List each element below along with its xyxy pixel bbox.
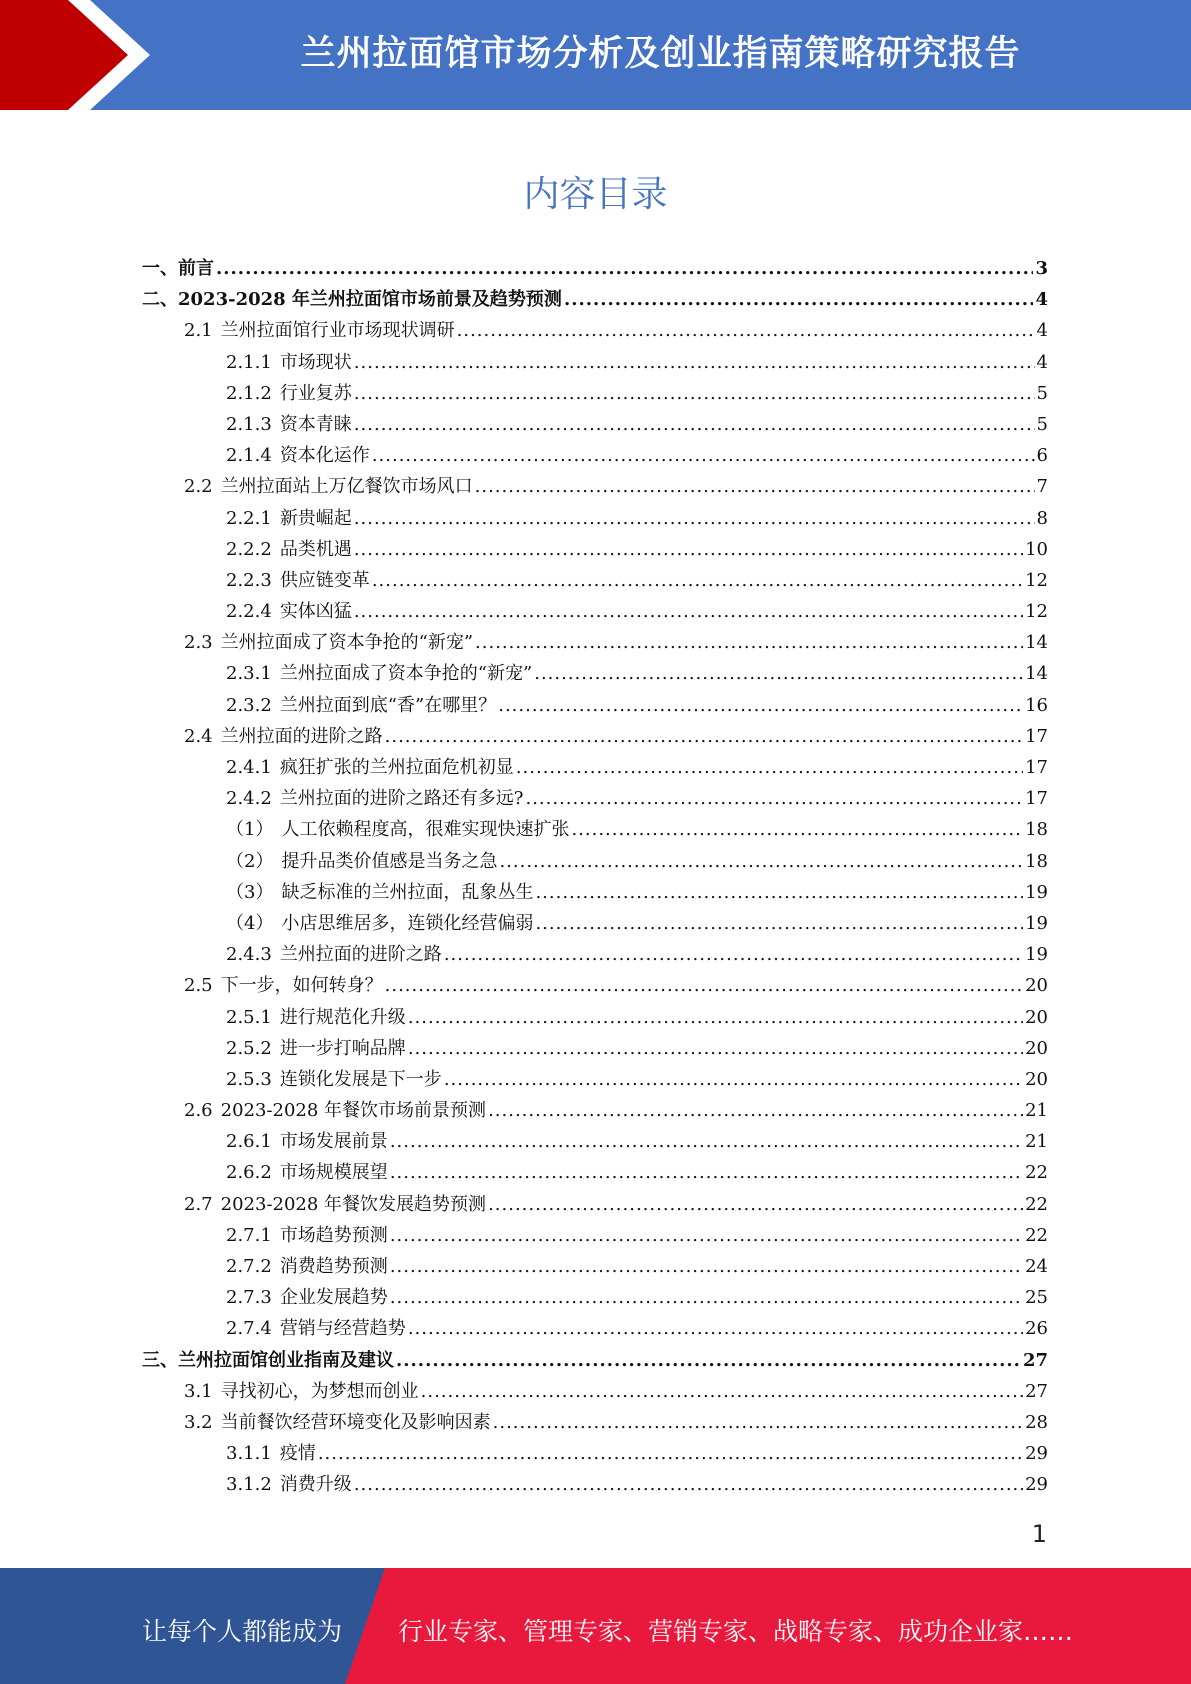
toc-dot-leader [390,1282,1023,1313]
toc-entry-number: 2.6.1 [226,1131,272,1153]
toc-dot-leader [372,440,1035,471]
toc-entry-page: 25 [1025,1287,1048,1309]
toc-entry-title: 兰州拉面站上万亿餐饮市场风口 [220,476,473,498]
toc-dot-leader [390,1220,1023,1251]
header-arrow-decoration [0,0,160,110]
toc-entry-page: 14 [1025,663,1048,685]
toc-entry-title: 市场发展前景 [279,1131,388,1153]
toc-entry[interactable] [142,939,1048,970]
toc-dot-leader [535,908,1023,939]
toc-dot-leader [571,814,1023,845]
toc-entry[interactable] [142,253,1048,284]
toc-dot-leader [457,315,1035,346]
toc-entry-title: 人工依赖程度高，很难实现快速扩张 [281,819,570,841]
page-number: 1 [1031,1520,1047,1548]
toc-entry-page: 18 [1025,850,1048,872]
toc-dot-leader [354,503,1035,534]
toc-entry-number: 2.5.3 [226,1068,272,1090]
toc-entry-title: 兰州拉面成了资本争抢的“新宠” [279,663,533,685]
toc-entry-title: 消费趋势预测 [279,1256,388,1277]
toc-entry-title: 新贵崛起 [279,507,352,529]
toc-entry-number: 2.5 [184,975,213,997]
toc-entry-number: 2.2.1 [226,507,272,529]
toc-dot-leader [354,378,1035,409]
toc-entry-page: 19 [1025,881,1048,903]
toc-entry-page: 8 [1036,507,1048,529]
toc-dot-leader [354,409,1035,440]
toc-entry[interactable] [142,1282,1048,1313]
toc-entry-page: 19 [1025,944,1048,966]
toc-entry-title: 2023-2028 年餐饮市场前景预测 [220,1100,487,1122]
toc-dot-leader [216,253,1033,284]
toc-entry-title: 供应链变革 [279,569,370,591]
toc-dot-leader [372,565,1023,596]
toc-entry-page: 14 [1025,632,1048,654]
toc-entry-number: 2.1.3 [226,413,272,435]
toc-dot-leader [354,1469,1023,1500]
toc-entry-page: 20 [1025,1006,1048,1028]
toc-entry[interactable] [142,1095,1048,1126]
toc-entry-number: （1） [226,819,274,841]
toc-entry-number: 2.2 [184,476,213,498]
toc-entry[interactable] [142,315,1048,346]
toc-entry[interactable] [142,658,1048,689]
toc-entry-number: （2） [226,850,274,872]
toc-entry[interactable] [142,534,1048,565]
toc-entry-title: 小店思维居多，连锁化经营偏弱 [281,912,534,934]
table-of-contents [142,253,1048,1501]
toc-entry[interactable] [142,378,1048,409]
toc-entry[interactable] [142,1002,1048,1033]
toc-entry[interactable] [142,1033,1048,1064]
toc-entry-number: 2.3.1 [226,663,272,685]
toc-entry[interactable] [142,1313,1048,1344]
toc-entry[interactable] [142,1126,1048,1157]
toc-dot-leader [385,721,1023,752]
toc-entry[interactable] [142,1345,1048,1376]
toc-entry-title: 当前餐饮经营环境变化及影响因素 [220,1411,491,1433]
toc-dot-leader [475,471,1035,502]
toc-dot-leader [534,658,1023,689]
page-footer [0,1568,1191,1684]
toc-entry[interactable] [142,721,1048,752]
toc-entry-page: 5 [1036,413,1048,435]
toc-entry[interactable] [142,1157,1048,1188]
toc-dot-leader [475,627,1023,658]
toc-entry-title: 兰州拉面成了资本争抢的“新宠” [220,632,474,654]
toc-entry-title: 前言 [178,258,214,279]
toc-entry-number: 2.2.3 [226,569,272,591]
toc-entry-title: 品类机遇 [279,538,352,560]
toc-entry-page: 28 [1025,1411,1048,1433]
toc-entry-number: 2.7.3 [226,1287,272,1309]
toc-entry-page: 5 [1036,382,1048,404]
toc-entry-number: 2.5.2 [226,1037,272,1059]
toc-entry-title: 兰州拉面到底“香”在哪里？ [279,694,497,716]
toc-entry[interactable] [142,1189,1048,1220]
toc-entry[interactable] [142,690,1048,721]
toc-entry-number: 3.2 [184,1411,213,1433]
toc-entry-page: 20 [1025,1068,1048,1090]
toc-entry-title: 2023-2028 年餐饮发展趋势预测 [220,1193,487,1215]
toc-entry-title: 兰州拉面馆创业指南及建议 [178,1349,394,1371]
toc-entry-title: 兰州拉面的进阶之路还有多远? [279,788,524,810]
toc-entry-number: 3.1.1 [226,1443,272,1465]
toc-entry[interactable] [142,908,1048,939]
toc-entry-page: 12 [1025,601,1048,623]
toc-entry-page: 26 [1025,1318,1048,1340]
toc-dot-leader [535,877,1023,908]
toc-entry[interactable] [142,783,1048,814]
toc-entry-title: 2023-2028 年兰州拉面馆市场前景及趋势预测 [178,289,562,311]
toc-entry-number: 2.3 [184,632,213,654]
toc-dot-leader [516,752,1023,783]
toc-dot-leader [318,1438,1023,1469]
toc-entry[interactable] [142,471,1048,502]
toc-entry-number: （3） [226,881,274,903]
toc-dot-leader [390,1126,1023,1157]
toc-entry-number: 3.1 [184,1380,213,1402]
toc-entry[interactable] [142,1376,1048,1407]
toc-entry-page: 20 [1025,975,1048,997]
toc-dot-leader [444,1064,1023,1095]
toc-entry[interactable] [142,1469,1048,1500]
report-title: 兰州拉面馆市场分析及创业指南策略研究报告 [300,34,1021,74]
toc-entry-page: 4 [1035,289,1048,311]
toc-entry-number: 2.4.1 [226,757,272,778]
toc-dot-leader [396,1345,1021,1376]
toc-entry-page: 6 [1036,445,1048,467]
toc-entry-number: 2.7.2 [226,1256,272,1277]
toc-entry-page: 27 [1025,1380,1048,1402]
toc-entry-page: 27 [1022,1349,1048,1371]
toc-entry-number: 2.5.1 [226,1006,272,1028]
toc-entry-title: 资本青睐 [279,413,352,435]
toc-entry[interactable] [142,440,1048,471]
toc-entry-page: 4 [1036,320,1048,342]
toc-dot-leader [408,1033,1023,1064]
toc-entry-title: 企业发展趋势 [279,1287,388,1309]
toc-dot-leader [390,1157,1023,1188]
toc-entry-number: 2.1.4 [226,445,272,467]
toc-dot-leader [499,846,1023,877]
toc-entry[interactable] [142,1438,1048,1469]
toc-entry[interactable] [142,1407,1048,1438]
toc-entry-title: 行业复苏 [279,382,352,404]
toc-dot-leader [493,1407,1023,1438]
toc-entry[interactable] [142,814,1048,845]
toc-entry-page: 17 [1025,725,1048,747]
toc-entry[interactable] [142,347,1048,378]
toc-entry-number: 2.1.2 [226,382,272,404]
toc-entry-page: 4 [1036,351,1048,373]
toc-dot-leader [488,1095,1023,1126]
toc-dot-leader [421,1376,1023,1407]
toc-entry-number: 三、 [142,1349,178,1371]
toc-entry-number: 2.4.3 [226,944,272,966]
toc-entry[interactable] [142,1064,1048,1095]
toc-entry-title: 进行规范化升级 [279,1006,406,1028]
toc-entry-title: 下一步，如何转身？ [220,975,383,997]
toc-entry-title: 疯狂扩张的兰州拉面危机初显 [279,757,514,778]
toc-dot-leader [354,596,1023,627]
toc-entry-number: 3.1.2 [226,1474,272,1496]
toc-dot-leader [498,690,1023,721]
page-header [0,0,1191,110]
toc-dot-leader [408,1002,1023,1033]
toc-entry[interactable] [142,409,1048,440]
toc-entry[interactable] [142,1220,1048,1251]
toc-entry-page: 16 [1025,694,1048,716]
toc-entry-title: 寻找初心，为梦想而创业 [220,1380,419,1402]
toc-entry-page: 22 [1025,1224,1048,1246]
toc-entry-title: 市场现状 [279,351,352,373]
toc-entry-number: 2.2.2 [226,538,272,560]
toc-entry-title: 兰州拉面的进阶之路 [279,944,442,966]
toc-dot-leader [488,1189,1023,1220]
toc-entry-title: 进一步打响品牌 [279,1037,406,1059]
toc-dot-leader [525,783,1023,814]
toc-entry-number: 2.2.4 [226,601,272,623]
toc-entry-number: 2.4 [184,725,213,747]
toc-entry[interactable] [142,877,1048,908]
toc-dot-leader [354,534,1023,565]
toc-entry-page: 29 [1025,1474,1048,1496]
toc-entry-page: 24 [1025,1256,1048,1277]
toc-entry-page: 19 [1025,912,1048,934]
toc-entry-number: 2.6.2 [226,1162,272,1184]
toc-entry-page: 21 [1025,1100,1048,1122]
toc-entry-number: 二、 [142,289,178,311]
toc-entry[interactable] [142,1251,1048,1282]
toc-entry-title: 连锁化发展是下一步 [279,1068,442,1090]
toc-entry-number: 2.7 [184,1193,213,1215]
toc-dot-leader [408,1313,1023,1344]
toc-entry-number: 2.1 [184,320,213,342]
toc-entry[interactable] [142,627,1048,658]
toc-entry-number: 2.1.1 [226,351,272,373]
toc-entry-number: 2.7.1 [226,1224,272,1246]
toc-heading: 内容目录 [523,174,668,215]
toc-entry-title: 兰州拉面馆行业市场现状调研 [220,320,455,342]
toc-dot-leader [444,939,1023,970]
toc-entry-title: 资本化运作 [279,445,370,467]
toc-entry-title: 市场趋势预测 [279,1224,388,1246]
toc-entry-number: 一、 [142,258,178,279]
toc-entry-title: 市场规模展望 [279,1162,388,1184]
toc-entry-title: 疫情 [279,1443,316,1465]
toc-entry-number: 2.3.2 [226,694,272,716]
toc-entry-title: 营销与经营趋势 [279,1318,406,1340]
toc-dot-leader [385,970,1023,1001]
toc-entry-title: 缺乏标准的兰州拉面，乱象丛生 [281,881,534,903]
toc-entry-page: 3 [1035,258,1048,279]
toc-entry[interactable] [142,565,1048,596]
toc-entry-page: 17 [1025,757,1048,778]
toc-dot-leader [390,1251,1023,1282]
toc-entry[interactable] [142,284,1048,315]
toc-entry-number: 2.4.2 [226,788,272,810]
toc-entry[interactable] [142,503,1048,534]
toc-entry-page: 7 [1036,476,1048,498]
toc-entry-page: 29 [1025,1443,1048,1465]
footer-slogan-right: 行业专家、管理专家、营销专家、战略专家、成功企业家…… [398,1617,1074,1646]
toc-dot-leader [564,284,1034,315]
toc-entry-page: 22 [1025,1162,1048,1184]
toc-entry-page: 10 [1025,538,1048,560]
toc-entry-title: 兰州拉面的进阶之路 [220,725,383,747]
toc-entry[interactable] [142,970,1048,1001]
toc-entry-title: 实体凶猛 [279,601,352,623]
toc-entry-page: 17 [1025,788,1048,810]
toc-dot-leader [354,347,1035,378]
toc-entry-page: 20 [1025,1037,1048,1059]
toc-entry-number: 2.7.4 [226,1318,272,1340]
toc-entry-number: 2.6 [184,1100,213,1122]
toc-entry[interactable] [142,596,1048,627]
toc-entry-page: 18 [1025,819,1048,841]
toc-entry-title: 提升品类价值感是当务之急 [281,850,498,872]
toc-entry[interactable] [142,846,1048,877]
toc-entry-number: （4） [226,912,274,934]
footer-slogan-left: 让每个人都能成为 [142,1617,343,1646]
toc-entry-page: 21 [1025,1131,1048,1153]
toc-entry-page: 22 [1025,1193,1048,1215]
toc-entry[interactable] [142,752,1048,783]
toc-entry-page: 12 [1025,569,1048,591]
toc-entry-title: 消费升级 [279,1474,352,1496]
